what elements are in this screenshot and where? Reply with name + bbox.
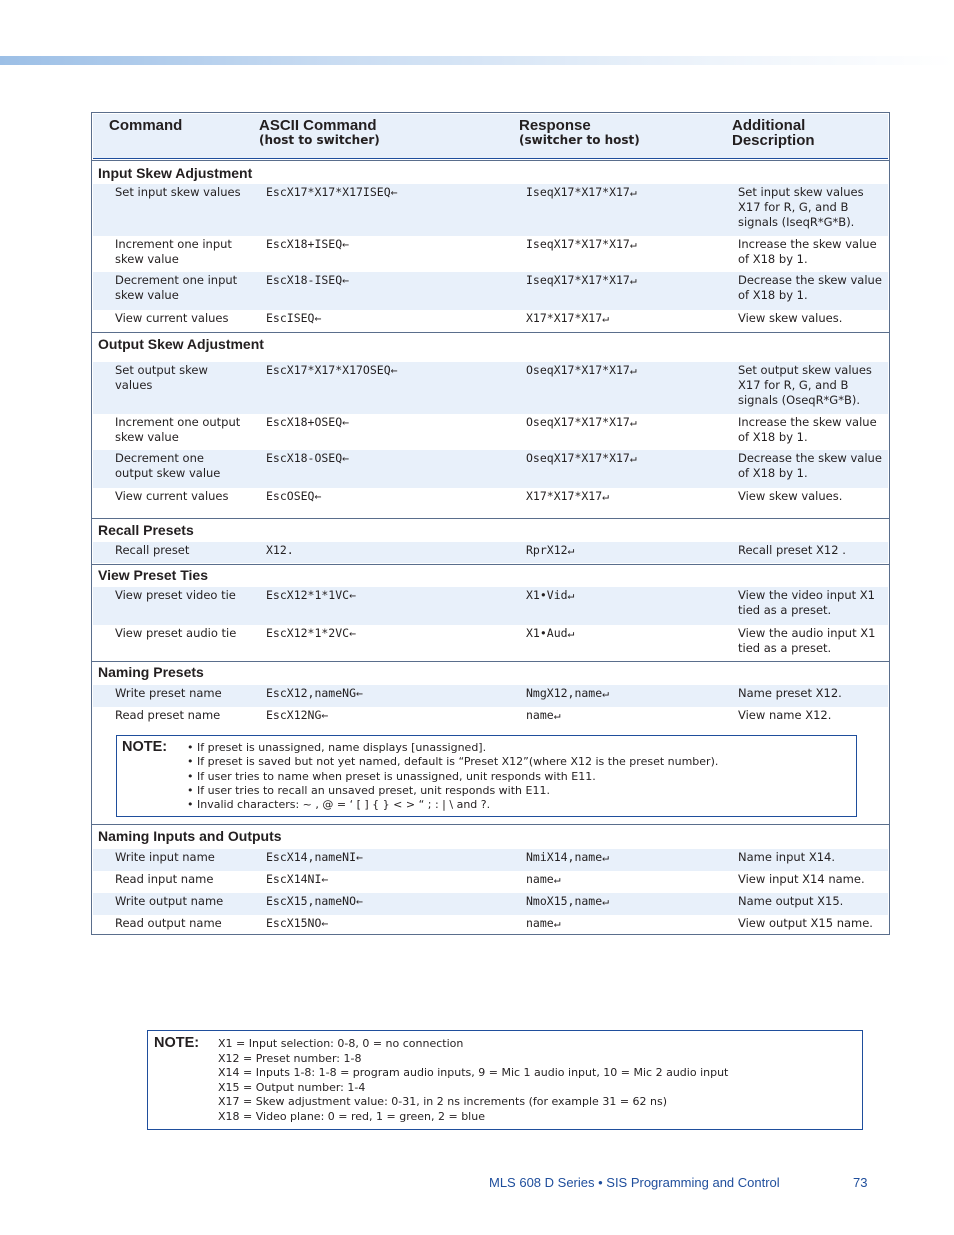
- table-row: [93, 236, 888, 272]
- description-cell: Decrease the skew value of X18 by 1.: [738, 273, 882, 302]
- top-gradient-bar: [0, 56, 954, 65]
- section-title-naming-presets: Naming Presets: [98, 664, 204, 680]
- header-command: Command: [109, 117, 183, 134]
- command-cell: Read output name: [115, 916, 222, 930]
- table-row: [93, 310, 888, 332]
- header-ascii: ASCII Command (host to switcher): [259, 117, 380, 147]
- table-row: [93, 871, 888, 893]
- ascii-cell: EscOSEQ←: [266, 489, 322, 503]
- command-cell: Recall preset: [115, 543, 190, 557]
- table-row: [93, 488, 888, 516]
- note-bullet-list: [187, 741, 718, 812]
- legend-item: X12 = Preset number: 1-8: [218, 1051, 362, 1065]
- table-row: [93, 184, 888, 236]
- table-row: [93, 625, 888, 661]
- table-row: [93, 849, 888, 871]
- ascii-cell: EscX17*X17*X17OSEQ←: [266, 363, 398, 377]
- section-title-input-skew: Input Skew Adjustment: [98, 165, 253, 181]
- ascii-cell: EscX18+ISEQ←: [266, 237, 350, 251]
- description-cell: View input X14 name.: [738, 872, 865, 886]
- legend-item: X14 = Inputs 1-8: 1-8 = program audio inputs, 9 = Mic 1 audio input, 10 = Mic 2 audio input: [218, 1066, 729, 1080]
- header-description: Additional Description: [732, 117, 815, 149]
- description-cell: View the video input X1 tied as a preset.: [738, 588, 875, 617]
- response-cell: IseqX17*X17*X17↵: [526, 273, 637, 287]
- note-bullet: • If user tries to recall an unsaved preset, unit responds with E11.: [187, 784, 718, 798]
- response-cell: IseqX17*X17*X17↵: [526, 237, 637, 251]
- section-title-view-preset-ties: View Preset Ties: [98, 567, 208, 583]
- note-label: NOTE:: [154, 1035, 200, 1051]
- command-cell: Set input skew values: [115, 185, 241, 199]
- command-cell: View current values: [115, 489, 229, 503]
- table-row: [93, 414, 888, 450]
- variable-legend-list: [218, 1037, 728, 1125]
- ascii-cell: EscX14,nameNI←: [266, 850, 363, 864]
- response-cell: RprX12↵: [526, 543, 575, 557]
- response-cell: OseqX17*X17*X17↵: [526, 451, 637, 465]
- description-cell: View the audio input X1 tied as a preset.: [738, 626, 876, 655]
- note-bullet: • If preset is unassigned, name displays [unassigned].: [187, 741, 718, 755]
- preset-note-box: [116, 735, 857, 817]
- command-cell: View current values: [115, 311, 229, 325]
- command-cell: Read preset name: [115, 708, 221, 722]
- command-cell: Write preset name: [115, 686, 222, 700]
- table-row: [93, 587, 888, 625]
- footer-title: MLS 608 D Series • SIS Programming and Control: [489, 1175, 780, 1190]
- response-cell: OseqX17*X17*X17↵: [526, 363, 637, 377]
- description-cell: Set output skew values X17 for R, G, and B signals (OseqR*G*B).: [738, 363, 872, 407]
- response-cell: IseqX17*X17*X17↵: [526, 185, 637, 199]
- response-cell: X1•Aud↵: [526, 626, 575, 640]
- response-cell: NmoX15,name↵: [526, 894, 610, 908]
- description-cell: Name preset X12.: [738, 686, 842, 700]
- table-row: [93, 542, 888, 563]
- page-number: 73: [853, 1175, 868, 1190]
- legend-item: X18 = Video plane: 0 = red, 1 = green, 2 = blue: [218, 1109, 485, 1123]
- description-cell: Decrease the skew value of X18 by 1.: [738, 451, 882, 480]
- command-cell: Increment one output skew value: [115, 415, 241, 444]
- ascii-cell: EscX12NG←: [266, 708, 329, 722]
- ascii-cell: EscX12*1*2VC←: [266, 626, 357, 640]
- description-cell: Set input skew values X17 for R, G, and B signals (IseqR*G*B).: [738, 185, 864, 229]
- description-cell: View skew values.: [738, 311, 843, 325]
- command-cell: Read input name: [115, 872, 214, 886]
- response-cell: NmgX12,name↵: [526, 686, 610, 700]
- table-row: [93, 450, 888, 488]
- description-cell: Name output X15.: [738, 894, 844, 908]
- command-cell: View preset audio tie: [115, 626, 237, 640]
- table-row: [93, 893, 888, 915]
- table-row: [93, 362, 888, 414]
- command-cell: Set output skew values: [115, 363, 208, 392]
- response-cell: X17*X17*X17↵: [526, 311, 610, 325]
- ascii-cell: EscX18-ISEQ←: [266, 273, 350, 287]
- table-header: [93, 114, 888, 159]
- legend-item: X15 = Output number: 1-4: [218, 1080, 366, 1094]
- note-bullet: • If user tries to name when preset is unassigned, unit responds with E11.: [187, 770, 718, 784]
- response-cell: name↵: [526, 872, 561, 886]
- section-title-naming-io: Naming Inputs and Outputs: [98, 828, 282, 844]
- note-label: NOTE:: [122, 739, 168, 755]
- ascii-cell: EscX15,nameNO←: [266, 894, 363, 908]
- ascii-cell: EscX15NO←: [266, 916, 329, 930]
- note-bullet: • Invalid characters: ~ , @ = ‘ [ ] { } < > “ ; : | \ and ?.: [187, 798, 718, 812]
- table-row: [93, 707, 888, 729]
- variable-legend-note-box: [147, 1030, 863, 1130]
- command-cell: Decrement one output skew value: [115, 451, 221, 480]
- description-cell: View name X12.: [738, 708, 832, 722]
- table-row: [93, 272, 888, 310]
- table-row: [93, 915, 888, 934]
- legend-item: X17 = Skew adjustment value: 0-31, in 2 ns increments (for example 31 = 62 ns): [218, 1095, 668, 1109]
- response-cell: X1•Vid↵: [526, 588, 575, 602]
- ascii-cell: EscX12,nameNG←: [266, 686, 363, 700]
- description-cell: Increase the skew value of X18 by 1.: [738, 415, 877, 444]
- ascii-cell: EscX14NI←: [266, 872, 329, 886]
- response-cell: OseqX17*X17*X17↵: [526, 415, 637, 429]
- description-cell: View skew values.: [738, 489, 843, 503]
- section-title-output-skew: Output Skew Adjustment: [98, 336, 264, 352]
- description-cell: Recall preset X12 .: [738, 543, 846, 557]
- ascii-cell: EscX17*X17*X17ISEQ←: [266, 185, 398, 199]
- note-bullet: • If preset is saved but not yet named, default is “Preset X12”(where X12 is the preset number).: [187, 755, 718, 769]
- description-cell: View output X15 name.: [738, 916, 873, 930]
- command-cell: Write input name: [115, 850, 215, 864]
- ascii-cell: EscX12*1*1VC←: [266, 588, 357, 602]
- header-response: Response (switcher to host): [519, 117, 640, 147]
- response-cell: X17*X17*X17↵: [526, 489, 610, 503]
- response-cell: name↵: [526, 708, 561, 722]
- response-cell: name↵: [526, 916, 561, 930]
- table-row: [93, 685, 888, 707]
- legend-item: X1 = Input selection: 0-8, 0 = no connection: [218, 1037, 464, 1050]
- ascii-cell: X12.: [266, 543, 294, 557]
- response-cell: NmiX14,name↵: [526, 850, 610, 864]
- description-cell: Increase the skew value of X18 by 1.: [738, 237, 877, 266]
- description-cell: Name input X14.: [738, 850, 835, 864]
- command-cell: Decrement one input skew value: [115, 273, 238, 302]
- ascii-cell: EscISEQ←: [266, 311, 322, 325]
- command-cell: Increment one input skew value: [115, 237, 232, 266]
- ascii-cell: EscX18-OSEQ←: [266, 451, 350, 465]
- section-title-recall-presets: Recall Presets: [98, 522, 194, 538]
- command-cell: Write output name: [115, 894, 224, 908]
- command-cell: View preset video tie: [115, 588, 236, 602]
- ascii-cell: EscX18+OSEQ←: [266, 415, 350, 429]
